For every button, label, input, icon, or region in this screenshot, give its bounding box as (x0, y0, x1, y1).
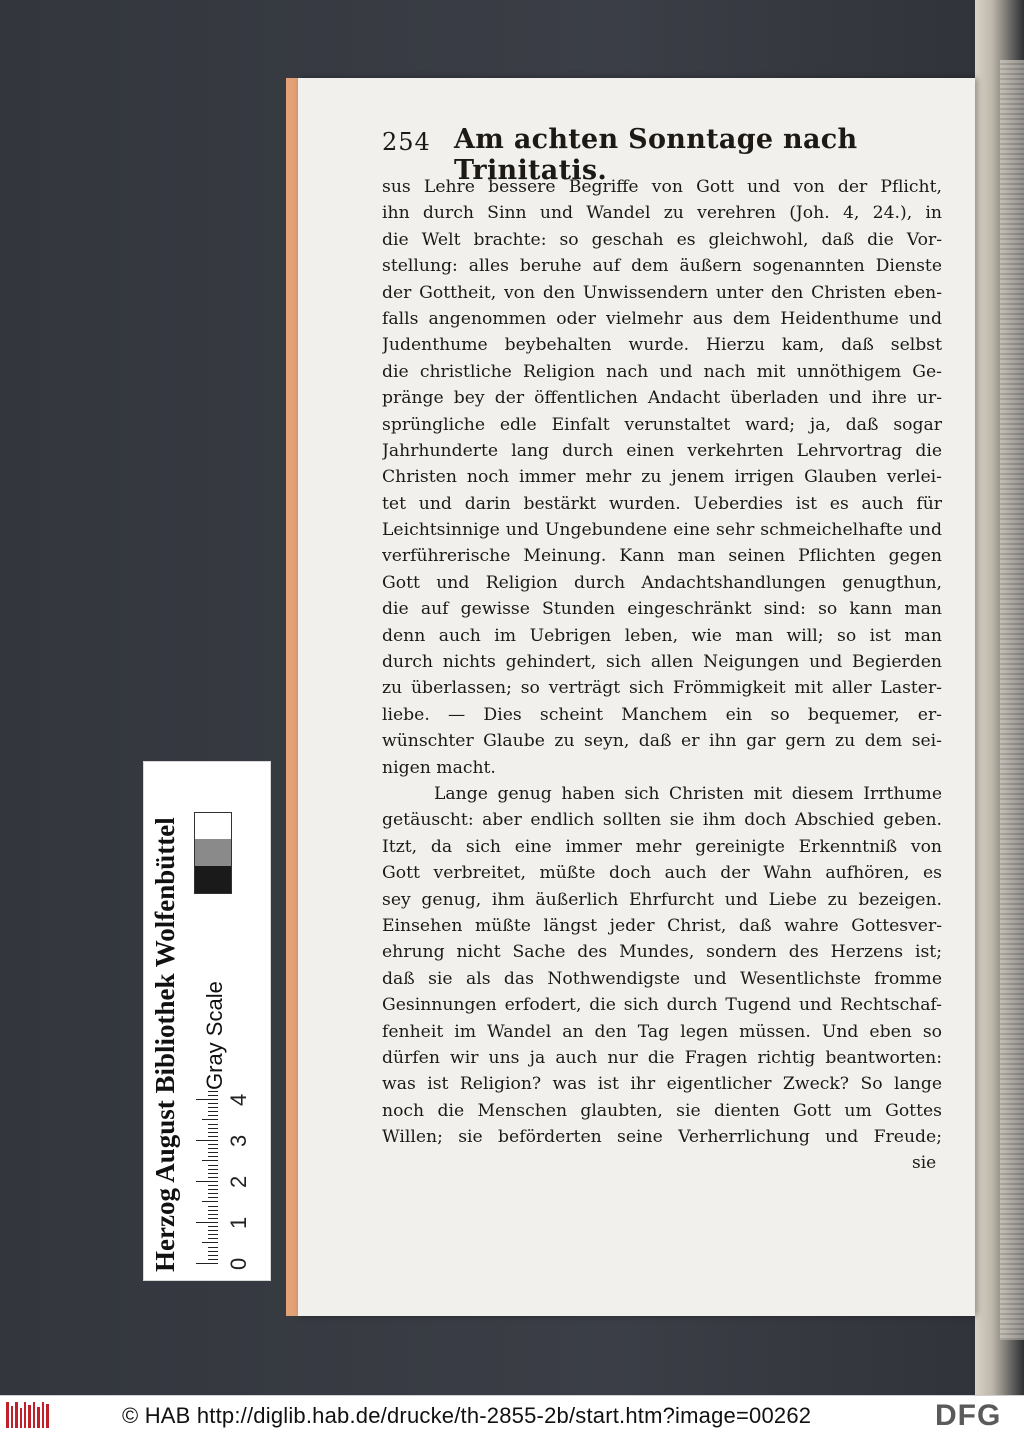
ruler-tick (202, 1161, 218, 1162)
text-line: getäuscht: aber endlich sollten sie ihm doch Abschied geben. (382, 810, 942, 831)
page-header (382, 122, 952, 186)
ruler-tick (196, 1222, 218, 1223)
body-text (382, 174, 942, 1150)
running-title: Am achten Sonntage nach Trinitatis. (454, 124, 858, 186)
white-patch (195, 813, 231, 839)
text-line: sey genug, ihm äußerlich Ehrfurcht und Liebe zu bezeigen. (382, 889, 942, 910)
text-line: Gesinnungen erfodert, die sich durch Tugend und Rechtschaf- (382, 995, 942, 1016)
dfg-logo: DFG (935, 1399, 1002, 1432)
ruler-tick (208, 1095, 218, 1096)
text-line: verführerische Meinung. Kann man seinen Pflichten gegen (382, 546, 942, 567)
barcode-icon (6, 1402, 50, 1428)
ruler-tick (208, 1238, 218, 1239)
ruler-tick (208, 1177, 218, 1178)
text-line: fenheit im Wandel an den Tag legen müssen. Und eben so (382, 1021, 942, 1042)
text-line: daß sie als das Nothwendigste und Wesentlichste fromme (382, 968, 942, 989)
text-line: Judenthume beybehalten wurde. Hierzu kam, daß selbst (382, 335, 942, 356)
text-line: ehrung nicht Sache des Mundes, sondern des Herzens ist; (382, 942, 942, 963)
ruler-tick (208, 1255, 218, 1256)
ruler-tick (208, 1185, 218, 1186)
text-line: zu überlassen; so verträgt sich Frömmigkeit mit aller Laster- (382, 678, 942, 699)
ruler-tick (202, 1202, 218, 1203)
page-number: 254 (382, 128, 431, 156)
text-line: sprüngliche edle Einfalt verunstaltet ward; ja, daß sogar (382, 414, 942, 435)
ruler-tick (208, 1115, 218, 1116)
text-line: Jahrhunderte lang durch einen verkehrten Lehrvortrag die (382, 440, 942, 461)
ruler-tick (208, 1197, 218, 1198)
ruler-tick (208, 1169, 218, 1170)
text-line: falls angenommen oder vielmehr aus dem Heidenthume und (382, 308, 942, 329)
ruler-tick (208, 1218, 218, 1219)
text-line: die auf gewisse Stunden eingeschränkt sind: so kann man (382, 599, 942, 620)
ruler-tick (208, 1132, 218, 1133)
ruler-tick (208, 1230, 218, 1231)
ruler-tick (208, 1144, 218, 1145)
catchword: sie (912, 1153, 937, 1173)
text-line: noch die Menschen glaubten, sie dienten Gott um Gottes (382, 1100, 942, 1121)
ruler-tick (208, 1107, 218, 1108)
ruler-tick (208, 1247, 218, 1248)
text-line: nigen macht. (382, 757, 496, 778)
ruler-number: 1 (226, 1216, 251, 1229)
ruler-tick (208, 1206, 218, 1207)
ruler-tick (208, 1136, 218, 1137)
ruler-tick (208, 1124, 218, 1125)
text-line: pränge bey der öffentlichen Andacht überladen und ihre ur- (382, 388, 942, 409)
gray-patch (195, 839, 231, 866)
text-line: Gott und Religion durch Andachtshandlungen genugthun, (382, 572, 942, 593)
text-line: durch nichts gehindert, sich allen Neigungen und Begierden (382, 652, 942, 673)
ruler-tick (208, 1111, 218, 1112)
ruler-tick (208, 1210, 218, 1211)
ruler-tick (202, 1120, 218, 1121)
ruler-tick (208, 1103, 218, 1104)
ruler-tick (208, 1128, 218, 1129)
ruler-tick (196, 1263, 218, 1264)
ruler-tick (208, 1165, 218, 1166)
ruler-tick (208, 1152, 218, 1153)
text-line: die christliche Religion nach und nach mit unnöthigem Ge- (382, 361, 942, 382)
library-name: Herzog August Bibliothek Wolfenbüttel (150, 817, 180, 1272)
ruler-tick (208, 1259, 218, 1260)
text-line: dürfen wir uns ja auch nur die Fragen richtig beantworten: (382, 1047, 942, 1068)
ruler-tick (196, 1181, 218, 1182)
text-line: Leichtsinnige und Ungebundene eine sehr schmeichelhafte und (382, 520, 942, 541)
gray-scale-label: Gray Scale (202, 981, 227, 1090)
ruler-tick (208, 1173, 218, 1174)
text-line: tet und darin bestärkt wurden. Ueberdies ist es auch für (382, 493, 942, 514)
ruler-tick (208, 1193, 218, 1194)
text-line: wünschter Glaube zu seyn, daß er ihn gar gern zu dem sei- (382, 731, 942, 752)
text-line: Gott verbreitet, müßte doch auch der Wahn aufhören, es (382, 863, 942, 884)
text-line: Willen; sie beförderten seine Verherrlichung und Freude; (382, 1127, 942, 1148)
text-line: Lange genug haben sich Christen mit diesem Irrthume (434, 783, 942, 804)
ruler-tick (208, 1251, 218, 1252)
ruler-tick (202, 1243, 218, 1244)
ruler-number: 4 (226, 1093, 251, 1106)
text-line: ihn durch Sinn und Wandel zu verehren (Joh. 4, 24.), in (382, 203, 942, 224)
book-page (298, 78, 975, 1316)
text-line: sus Lehre bessere Begriffe von Gott und von der Pflicht, (382, 177, 942, 197)
text-line: Itzt, da sich eine immer mehr gereinigte Erkenntniß von (382, 836, 942, 857)
ruler-number: 2 (226, 1175, 251, 1188)
page-stack-edges (1000, 60, 1024, 1340)
text-line: der Gottheit, von den Unwissendern unter den Christen eben- (382, 282, 942, 303)
text-line: stellung: alles beruhe auf dem äußern sogenannten Dienste (382, 256, 942, 277)
text-line: was ist Religion? was ist ihr eigentlicher Zweck? So lange (382, 1074, 942, 1095)
gray-scale-patches (194, 812, 232, 894)
ruler-tick (196, 1140, 218, 1141)
ruler-tick (208, 1234, 218, 1235)
ruler-number: 0 (226, 1257, 251, 1270)
text-line: denn auch im Uebrigen leben, wie man will; so ist man (382, 625, 942, 646)
ruler-tick (208, 1148, 218, 1149)
ruler-number: 3 (226, 1134, 251, 1147)
ruler-tick (208, 1214, 218, 1215)
text-line: die Welt brachte: so geschah es gleichwohl, daß die Vor- (382, 229, 942, 250)
ruler-tick (196, 1099, 218, 1100)
ruler-tick (208, 1091, 218, 1092)
footer-bar (0, 1395, 1024, 1435)
text-line: liebe. — Dies scheint Manchem ein so bequemer, er- (382, 704, 942, 725)
ruler-tick (208, 1226, 218, 1227)
text-line: Christen noch immer mehr zu jenem irrigen Glauben verlei- (382, 467, 942, 488)
text-line: Einsehen müßte längst jeder Christ, daß wahre Gottesver- (382, 915, 942, 936)
ruler-tick (208, 1156, 218, 1157)
black-patch (195, 866, 231, 893)
copyright-link[interactable]: © HAB http://diglib.hab.de/drucke/th-2855-2b/start.htm?image=00262 (122, 1403, 812, 1428)
ruler-tick (208, 1189, 218, 1190)
